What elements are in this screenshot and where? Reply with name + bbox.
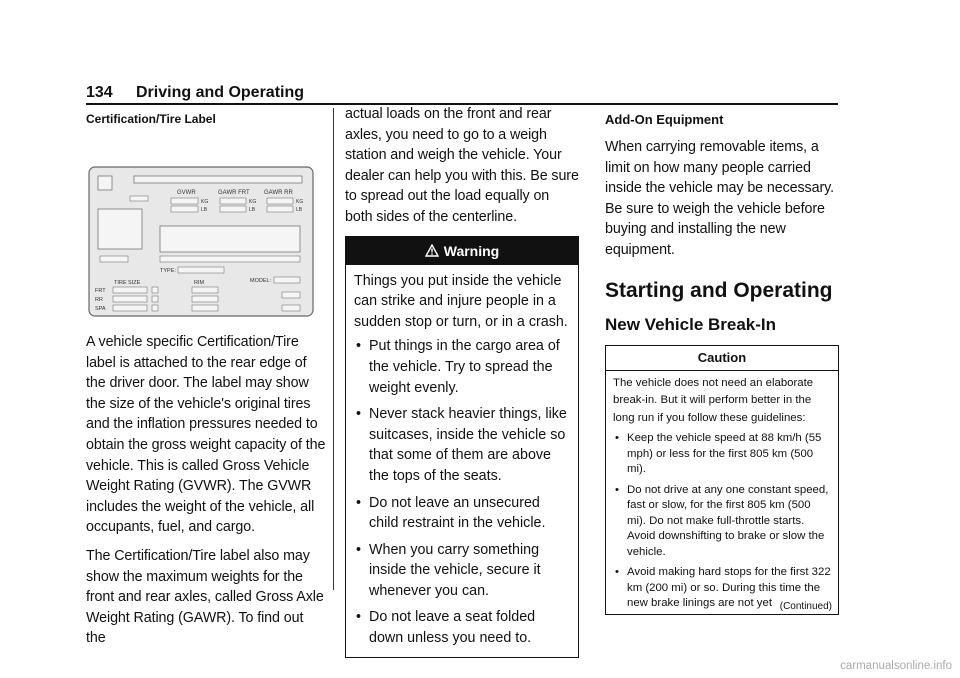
page-header xyxy=(86,84,838,104)
frt-label: FRT xyxy=(95,288,106,294)
bullet-icon: • xyxy=(356,541,362,558)
warning-body xyxy=(346,265,578,657)
bullet-icon: • xyxy=(615,483,619,496)
type-label: TYPE: xyxy=(160,268,176,274)
kg-label-1: KG xyxy=(201,199,209,205)
list-item: • Do not leave a seat folded down unless you need to. xyxy=(356,609,536,647)
caution-intro: The vehicle does not need an elaborate break-in. But it will perform better in the long run if you follow these guidelines: xyxy=(613,376,814,424)
continuation-paragraph: actual loads on the front and rear axles, you need to go to a weigh station and weigh the vehicle. Your dealer can help you with this. Be sure to spread out the load equally on both sides of the centerline. xyxy=(345,106,579,225)
caution-title: Caution xyxy=(606,346,838,371)
bullet-icon: • xyxy=(615,566,619,579)
column-divider xyxy=(333,108,334,590)
list-item: • Do not drive at any one constant speed, fast or slow, for the first 805 km (500 mi). Do not make full-throttle starts. Avoid downshifting to brake or slow the vehicle. xyxy=(615,483,829,558)
warning-bullet-list xyxy=(354,336,570,648)
gvwr-label: GVWR xyxy=(177,190,196,196)
list-item: • Put things in the cargo area of the vehicle. Try to spread the weight evenly. xyxy=(356,338,560,396)
page-number: 134 xyxy=(86,84,113,101)
bullet-icon: • xyxy=(356,609,362,626)
warning-intro: Things you put inside the vehicle can strike and injure people in a sudden stop or turn, or in a crash. xyxy=(354,272,568,330)
kg-label-2: KG xyxy=(249,199,257,205)
list-item: • Keep the vehicle speed at 88 km/h (55 mph) or less for the first 805 km (500 mi). xyxy=(615,432,822,476)
lb-label-1: LB xyxy=(201,207,208,213)
lb-label-2: LB xyxy=(249,207,256,213)
list-item: • Avoid making hard stops for the first 322 km (200 mi) or so. During this time the new brake linings are not yet xyxy=(615,566,831,610)
add-on-equipment-heading: Add-On Equipment xyxy=(605,112,724,127)
section-title: Driving and Operating xyxy=(136,84,305,101)
warning-triangle-icon xyxy=(425,238,439,266)
bullet-icon: • xyxy=(356,406,362,423)
warning-title: Warning xyxy=(443,242,500,259)
add-on-paragraph: When carrying removable items, a limit on how many people carried inside the vehicle may be necessary. Be sure to weigh the vehicle before buying and installing the new equipment. xyxy=(605,139,834,258)
spa-label: SPA xyxy=(95,306,106,312)
gawr-frt-label: GAWR FRT xyxy=(218,190,250,196)
list-item: • When you carry something inside the vehicle, secure it whenever you can. xyxy=(356,541,541,599)
column-3 xyxy=(605,108,839,615)
caution-box xyxy=(605,345,839,615)
list-item: • Never stack heavier things, like suitcases, inside the vehicle so that some of them are above the tops of the seats. xyxy=(356,406,567,484)
kg-label-3: KG xyxy=(296,199,304,205)
figure-caption: Certification/Tire Label xyxy=(86,112,216,126)
tire-size-label: TIRE SIZE xyxy=(114,280,141,286)
starting-operating-heading: Starting and Operating xyxy=(605,278,833,302)
certification-tire-label-figure xyxy=(86,164,316,319)
rr-label: RR xyxy=(95,297,103,303)
warning-box xyxy=(345,236,579,658)
continued-label: (Continued) xyxy=(779,600,832,612)
gawr-rr-label: GAWR RR xyxy=(264,190,293,196)
lb-label-3: LB xyxy=(296,207,303,213)
figure-wrapper xyxy=(86,126,326,312)
break-in-heading: New Vehicle Break-In xyxy=(605,314,777,334)
caution-body xyxy=(606,371,838,612)
paragraph-2: The Certification/Tire label also may show the maximum weights for the front and rear axles, called Gross Axle Weight Rating (GAWR). To find out the xyxy=(86,547,324,647)
warning-header xyxy=(346,237,578,265)
list-item: • Do not leave an unsecured child restraint in the vehicle. xyxy=(356,494,546,532)
bullet-icon: • xyxy=(615,432,619,445)
column-1 xyxy=(86,108,326,657)
rim-label: RIM xyxy=(194,280,205,286)
paragraph-1: A vehicle specific Certification/Tire label is attached to the rear edge of the driver door. The label may show the size of the vehicle's original tires and the inflation pressures needed to obtain the gross weight capacity of the vehicle. This is called Gross Vehicle Weight Rating (GVWR). The GVWR includes the weight of the vehicle, all occupants, fuel, and cargo. xyxy=(86,334,326,536)
bullet-icon: • xyxy=(356,338,362,355)
model-label: MODEL: xyxy=(250,278,272,284)
column-2 xyxy=(345,108,579,658)
caution-bullet-list xyxy=(613,431,831,612)
watermark: carmanualsonline.info xyxy=(840,660,952,672)
bullet-icon: • xyxy=(356,494,362,511)
